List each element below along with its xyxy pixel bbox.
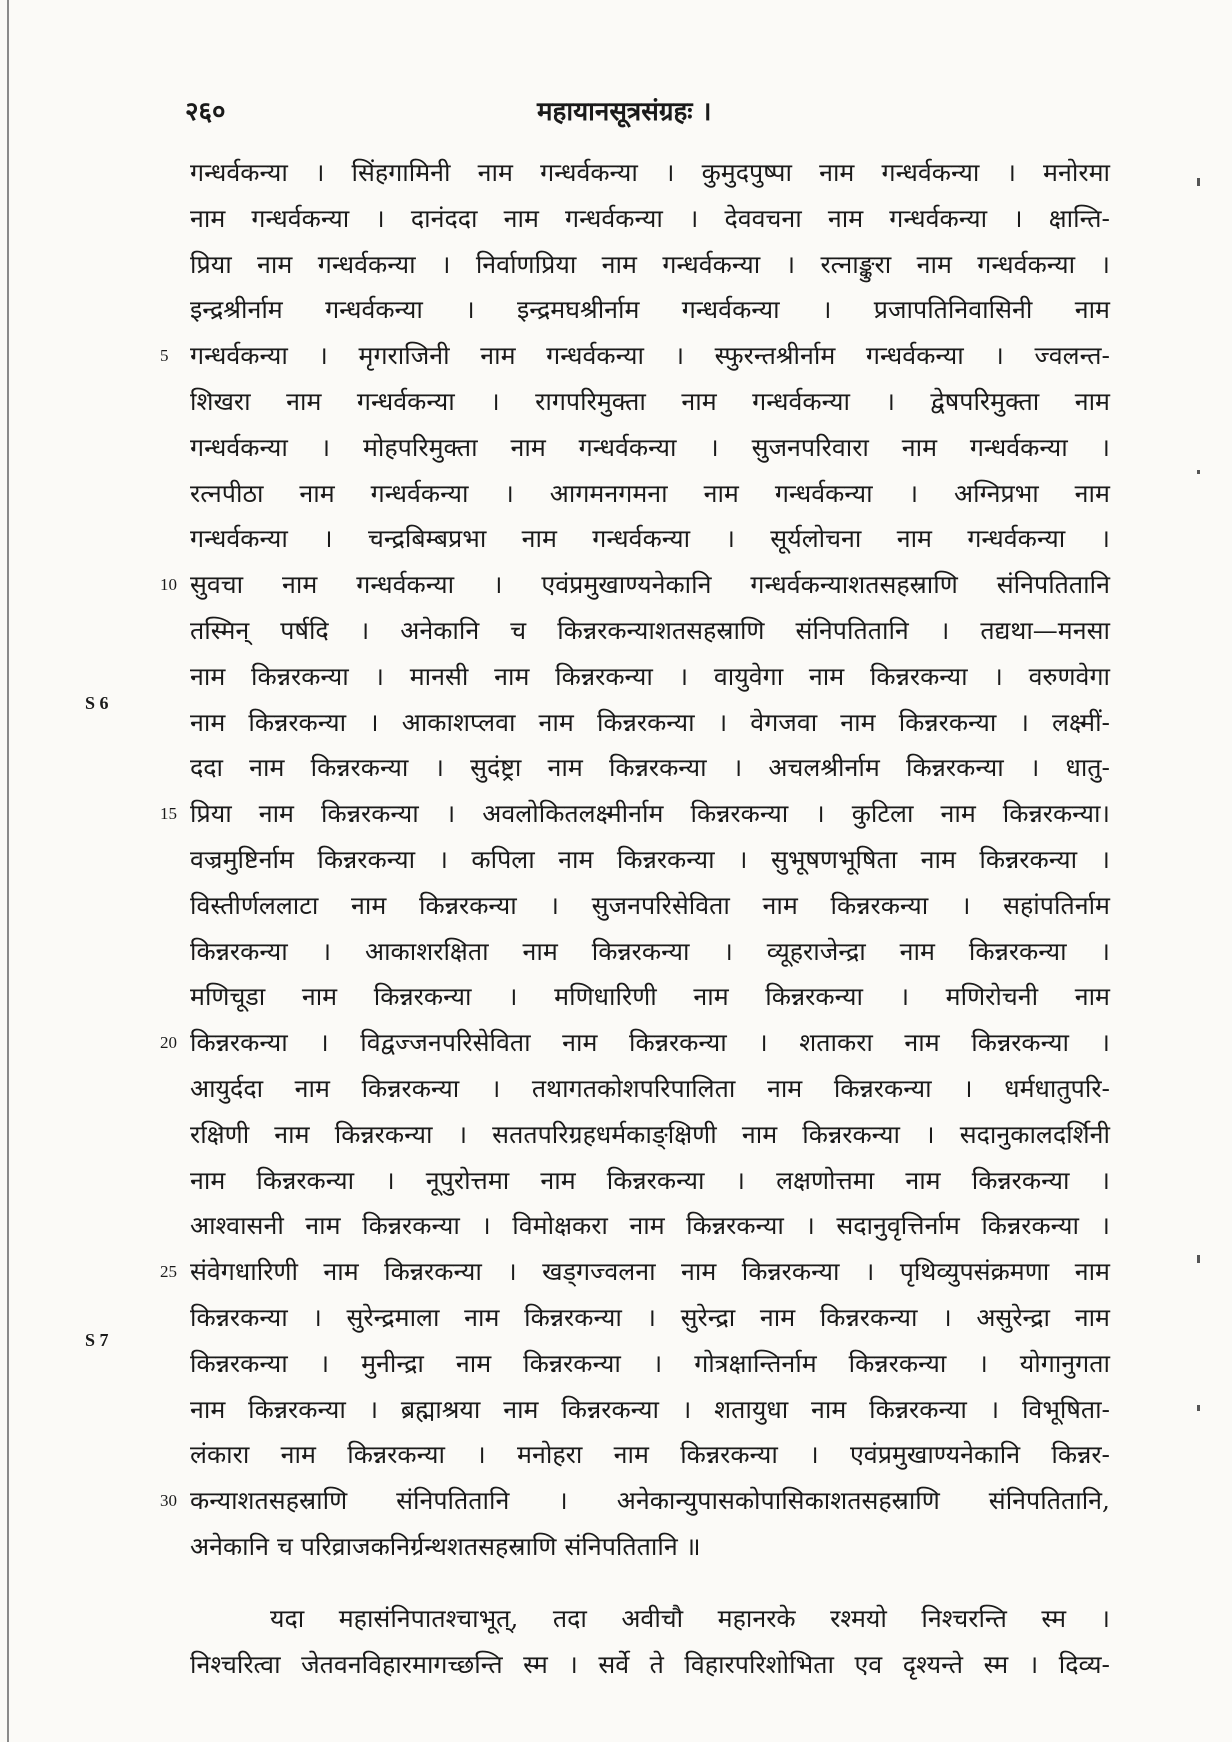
line-text: अनेकानि च परिव्राजकनिर्ग्रन्थशतसहस्राणि संनिपतितानि ॥ [190,1531,701,1561]
text-line [190,1432,1110,1478]
text-line [160,1249,1110,1295]
text-line [160,791,1110,837]
line-text: गन्धर्वकन्या । सिंहगामिनी नाम गन्धर्वकन्या । कुमुदपुष्पा नाम गन्धर्वकन्या । मनोरमा [190,158,1110,187]
page-number: २६० [185,97,226,127]
text-line [160,1478,1110,1524]
line-text: रक्षिणी नाम किन्नरकन्या । सततपरिग्रहधर्मकाङ्क्षिणी नाम किन्नरकन्या । सदानुकालदर्शिनी [190,1119,1110,1149]
line-text: इन्द्रश्रीर्नाम गन्धर्वकन्या । इन्द्रमघश्रीर्नाम गन्धर्वकन्या । प्रजापतिनिवासिनी नाम [190,295,1110,325]
line-text: गन्धर्वकन्या । मृगराजिनी नाम गन्धर्वकन्या । स्फुरन्तश्रीर्नाम गन्धर्वकन्या । ज्वलन्त- [190,341,1110,371]
line-text: तस्मिन् पर्षदि । अनेकानि च किन्नरकन्याशतसहस्राणि संनिपतितानि । तद्यथा—मनसा [190,615,1110,645]
line-text: यदा महासंनिपातश्चाभूत्, तदा अवीचौ महानरके रश्मयो निश्चरन्ति स्म । [270,1603,1110,1633]
text-line [190,425,1110,471]
text-line [190,608,1110,654]
scan-speck [1197,470,1200,474]
line-text: गन्धर्वकन्या । मोहपरिमुक्ता नाम गन्धर्वकन्या । सुजनपरिवारा नाम गन्धर्वकन्या । [190,432,1110,462]
line-text: आयुर्ददा नाम किन्नरकन्या । तथागतकोशपरिपालिता नाम किन्नरकन्या । धर्मधातुपरि- [190,1073,1110,1103]
line-text: ददा नाम किन्नरकन्या । सुदंष्ट्रा नाम किन्नरकन्या । अचलश्रीर्नाम किन्नरकन्या । धातु- [190,753,1110,783]
running-title: महायानसूत्रसंग्रहः । [537,97,712,127]
line-number: 10 [160,575,177,595]
text-line [190,929,1110,975]
text-line [190,1524,1110,1570]
text-line [190,379,1110,425]
paragraph-gap [190,1570,1110,1596]
text-line [190,1341,1110,1387]
line-number: 20 [160,1033,177,1053]
line-text: वज्रमुष्टिर्नाम किन्नरकन्या । कपिला नाम किन्नरकन्या । सुभूषणभूषिता नाम किन्नरकन्या । [190,844,1110,874]
scan-edge-line [7,0,9,1742]
scan-speck [1197,1405,1200,1411]
line-text: गन्धर्वकन्या । चन्द्रबिम्बप्रभा नाम गन्धर्वकन्या । सूर्यलोचना नाम गन्धर्वकन्या । [190,524,1110,554]
text-line [190,471,1110,517]
text-line [190,150,1110,196]
text-line [190,1112,1110,1158]
line-text: नाम किन्नरकन्या । मानसी नाम किन्नरकन्या । वायुवेगा नाम किन्नरकन्या । वरुणवेगा [190,661,1110,691]
text-line [160,562,1110,608]
line-text: प्रिया नाम किन्नरकन्या । अवलोकितलक्ष्मीर्नाम किन्नरकन्या । कुटिला नाम किन्नरकन्या। [190,799,1110,829]
text-line [190,700,1110,746]
line-text: किन्नरकन्या । सुरेन्द्रमाला नाम किन्नरकन्या । सुरेन्द्रा नाम किन्नरकन्या । असुरेन्द्रा नाम [190,1302,1110,1332]
text-line [190,1642,1110,1688]
line-text: नाम किन्नरकन्या । ब्रह्माश्रया नाम किन्नरकन्या । शतायुधा नाम किन्नरकन्या । विभूषिता- [190,1394,1110,1424]
text-line [190,1596,1110,1642]
line-text: आश्वासनी नाम किन्नरकन्या । विमोक्षकरा नाम किन्नरकन्या । सदानुवृत्तिर्नाम किन्नरकन्या । [190,1211,1110,1241]
line-text: लंकारा नाम किन्नरकन्या । मनोहरा नाम किन्नरकन्या । एवंप्रमुखाण्यनेकानि किन्नर- [190,1440,1110,1470]
line-text: संवेगधारिणी नाम किन्नरकन्या । खड्गज्वलना नाम किन्नरकन्या । पृथिव्युपसंक्रमणा नाम [190,1257,1110,1287]
text-line [190,883,1110,929]
text-line [190,1158,1110,1204]
text-line [190,287,1110,333]
margin-note: S 7 [85,1330,109,1350]
text-line [190,1387,1110,1433]
line-text: नाम किन्नरकन्या । आकाशप्लवा नाम किन्नरकन्या । वेगजवा नाम किन्नरकन्या । लक्ष्मीं- [190,707,1110,737]
text-line [190,1066,1110,1112]
line-text: शिखरा नाम गन्धर्वकन्या । रागपरिमुक्ता नाम गन्धर्वकन्या । द्वेषपरिमुक्ता नाम [190,386,1110,416]
line-text: किन्नरकन्या । मुनीन्द्रा नाम किन्नरकन्या । गोत्रक्षान्तिर्नाम किन्नरकन्या । योगानुगता [190,1348,1110,1378]
line-text: किन्नरकन्या । आकाशरक्षिता नाम किन्नरकन्या । व्यूहराजेन्द्रा नाम किन्नरकन्या । [190,936,1110,966]
line-text: नाम किन्नरकन्या । नूपुरोत्तमा नाम किन्नरकन्या । लक्षणोत्तमा नाम किन्नरकन्या । [190,1165,1110,1195]
line-text: प्रिया नाम गन्धर्वकन्या । निर्वाणप्रिया नाम गन्धर्वकन्या । रत्नाङ्कुरा नाम गन्धर्वकन्या । [190,249,1110,279]
line-text: सुवचा नाम गन्धर्वकन्या । एवंप्रमुखाण्यनेकानि गन्धर्वकन्याशतसहस्राणि संनिपतितानि [190,570,1110,600]
line-number: 5 [160,346,169,366]
line-text: नाम गन्धर्वकन्या । दानंददा नाम गन्धर्वकन्या । देववचना नाम गन्धर्वकन्या । क्षान्ति- [190,203,1110,233]
line-text: किन्नरकन्या । विद्वज्जनपरिसेविता नाम किन्नरकन्या । शताकरा नाम किन्नरकन्या । [190,1028,1110,1058]
body-text [160,150,1110,1687]
line-number: 30 [160,1491,177,1511]
text-line [190,745,1110,791]
text-line [190,654,1110,700]
line-text: कन्याशतसहस्राणि संनिपतितानि । अनेकान्युपासकोपासिकाशतसहस्राणि संनिपतितानि, [190,1486,1110,1516]
page-header [185,92,1085,132]
line-text: रत्नपीठा नाम गन्धर्वकन्या । आगमनगमना नाम गन्धर्वकन्या । अग्निप्रभा नाम [190,478,1110,508]
margin-note: S 6 [85,693,109,713]
line-text: निश्चरित्वा जेतवनविहारमागच्छन्ति स्म । सर्वे ते विहारपरिशोभिता एव दृश्यन्ते स्म । दिव्य- [190,1649,1110,1679]
text-line [190,516,1110,562]
text-line [190,1203,1110,1249]
line-text: मणिचूडा नाम किन्नरकन्या । मणिधारिणी नाम किन्नरकन्या । मणिरोचनी नाम [190,982,1110,1012]
scan-speck [1197,1255,1200,1263]
line-number: 25 [160,1262,177,1282]
line-number: 15 [160,804,177,824]
text-line [190,1295,1110,1341]
text-line [160,333,1110,379]
line-text: विस्तीर्णललाटा नाम किन्नरकन्या । सुजनपरिसेविता नाम किन्नरकन्या । सहांपतिर्नाम [190,890,1110,920]
text-line [190,196,1110,242]
text-line [190,837,1110,883]
scan-speck [1197,178,1200,186]
text-line [160,1020,1110,1066]
text-line [190,242,1110,288]
text-line [190,974,1110,1020]
